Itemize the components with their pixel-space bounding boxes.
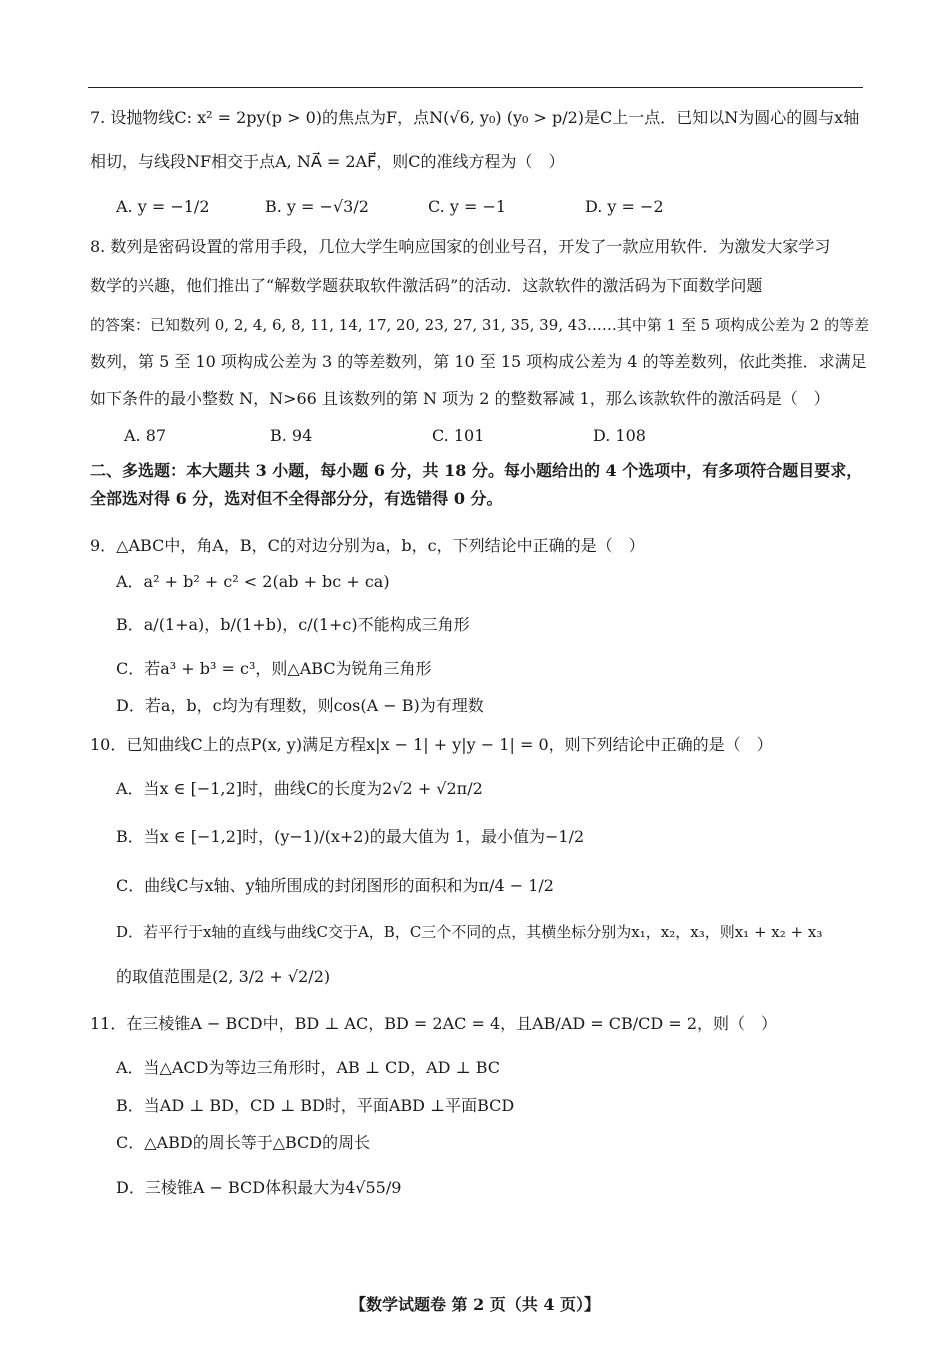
q7-option-a: A. y = −1/2 [116,197,210,216]
section-2-heading-line-1: 二、多选题：本大题共 3 小题，每小题 6 分，共 18 分。每小题给出的 4 个选项中，有多项符合题目要求， [90,461,863,480]
q8-option-d: D. 108 [593,426,646,445]
q9-option-b: B．a/(1+a)，b/(1+b)，c/(1+c)不能构成三角形 [116,615,470,634]
q9-option-a: A．a² + b² + c² < 2(ab + bc + ca) [116,572,390,591]
q9-option-c: C．若a³ + b³ = c³，则△ABC为锐角三角形 [116,659,432,678]
q8-stem-line-4: 数列，第 5 至 10 项构成公差为 3 的等差数列，第 10 至 15 项构成公差为 4 的等差数列，依此类推．求满足 [90,352,867,371]
q7-option-d: D. y = −2 [585,197,664,216]
q10-option-c: C．曲线C与x轴、y轴所围成的封闭图形的面积和为π/4 − 1/2 [116,876,554,895]
q11-stem: 11．在三棱锥A − BCD中，BD ⊥ AC，BD = 2AC = 4，且AB/AD = CB/CD = 2，则（ ） [90,1014,778,1033]
q10-stem: 10．已知曲线C上的点P(x, y)满足方程x|x − 1| + y|y − 1| = 0，则下列结论中正确的是（ ） [90,735,773,754]
q8-option-b: B. 94 [270,426,313,445]
header-rule [88,87,863,88]
q8-stem-line-1: 8. 数列是密码设置的常用手段，几位大学生响应国家的创业号召，开发了一款应用软件．为激发大家学习 [90,237,831,256]
q10-option-d: D．若平行于x轴的直线与曲线C交于A，B，C三个不同的点，其横坐标分别为x₁，x₂，x₃，则x₁ + x₂ + x₃ [116,923,823,941]
section-2-heading-line-2: 全部选对得 6 分，选对但不全得部分分，有选错得 0 分。 [90,489,503,508]
q7-stem-line-1: 7. 设抛物线C: x² = 2py(p > 0)的焦点为F，点N(√6, y₀) (y₀ > p/2)是C上一点．已知以N为圆心的圆与x轴 [90,108,860,127]
q11-option-a: A．当△ACD为等边三角形时，AB ⊥ CD，AD ⊥ BC [116,1058,500,1077]
q11-option-d: D．三棱锥A − BCD体积最大为4√55/9 [116,1178,402,1197]
page-footer: 【数学试题卷 第 2 页（共 4 页）】 [349,1295,601,1314]
q9-option-d: D．若a，b，c均为有理数，则cos(A − B)为有理数 [116,696,484,715]
q11-option-b: B．当AD ⊥ BD，CD ⊥ BD时，平面ABD ⊥平面BCD [116,1096,515,1115]
q10-option-b: B．当x ∈ [−1,2]时，(y−1)/(x+2)的最大值为 1，最小值为−1/2 [116,827,585,846]
q8-option-a: A. 87 [124,426,167,445]
q11-option-c: C．△ABD的周长等于△BCD的周长 [116,1133,371,1152]
q8-stem-line-2: 数学的兴趣，他们推出了“解数学题获取软件激活码”的活动．这款软件的激活码为下面数学问题 [90,276,763,295]
q10-option-a: A．当x ∈ [−1,2]时，曲线C的长度为2√2 + √2π/2 [116,779,483,798]
q8-stem-line-5: 如下条件的最小整数 N，N>66 且该数列的第 N 项为 2 的整数幂减 1，那么该款软件的激活码是（ ） [90,389,830,408]
q7-option-c: C. y = −1 [428,197,507,216]
q7-stem-line-2: 相切，与线段NF相交于点A, NA⃗ = 2AF⃗，则C的准线方程为（ ） [90,152,565,171]
q8-stem-line-3: 的答案：已知数列 0, 2, 4, 6, 8, 11, 14, 17, 20, 23, 27, 31, 35, 39, 43……其中第 1 至 5 项构成公差为 2 的等差 [90,316,870,334]
q10-option-d-continued: 的取值范围是(2, 3/2 + √2/2) [116,967,331,986]
q9-stem: 9．△ABC中，角A，B，C的对边分别为a，b，c，下列结论中正确的是（ ） [90,536,645,555]
q7-option-b: B. y = −√3/2 [265,197,369,216]
q8-option-c: C. 101 [432,426,485,445]
